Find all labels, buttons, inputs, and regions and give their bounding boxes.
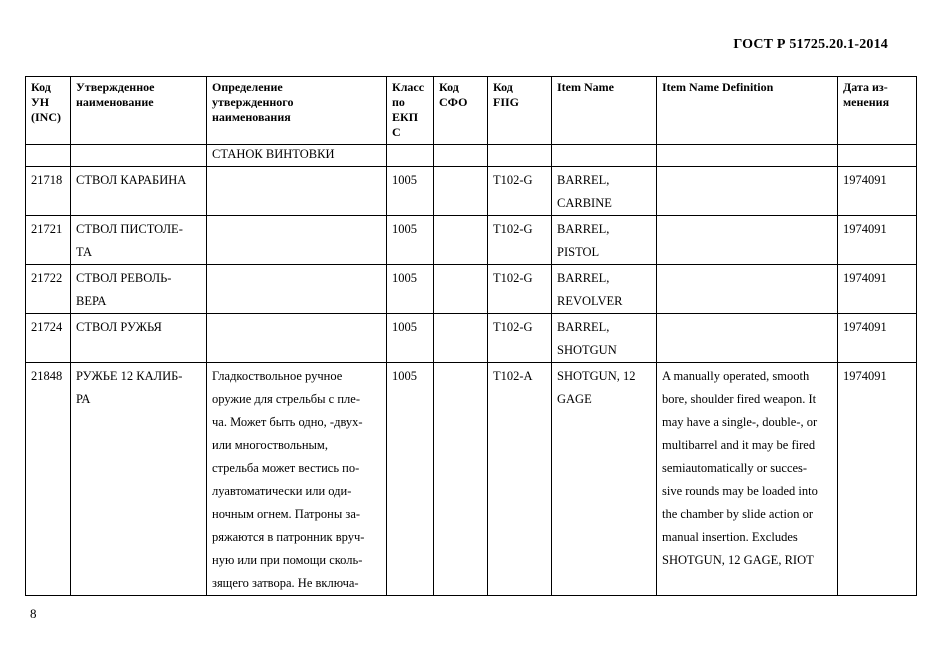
cell-date: 1974091: [838, 314, 917, 363]
cell-sfo: [434, 216, 488, 265]
cell-sfo: [434, 363, 488, 596]
cell-item-definition: [657, 314, 838, 363]
cell-fiig: T102-G: [488, 265, 552, 314]
table-row: [26, 314, 917, 363]
cell-date: [838, 145, 917, 167]
cell-class: [387, 145, 434, 167]
cell-fiig: T102-A: [488, 363, 552, 596]
cell-item-name: SHOTGUN, 12 GAGE: [552, 363, 657, 596]
cell-item-definition: [657, 167, 838, 216]
cell-item-definition: A manually operated, smooth bore, shoulder fired weapon. It may have a single-, double-, or multibarrel and it may be fired semiautomatically or succes- sive rounds may be loaded into the chamber by slide action or manual insertion. Excludes SHOTGUN, 12 GAGE, RIOT: [657, 363, 838, 596]
cell-name: СТВОЛ РЕВОЛЬ- ВЕРА: [71, 265, 207, 314]
cell-inc: 21724: [26, 314, 71, 363]
cell-class: 1005: [387, 167, 434, 216]
cell-name: [71, 145, 207, 167]
cell-sfo: [434, 167, 488, 216]
cell-definition: Гладкоствольное ручное оружие для стрельбы с пле- ча. Может быть одно, -двух- или многоствольным, стрельба может вестись по- луавтоматически или оди- ночным огнем. Патроны за- ряжаются в патронник вруч- ную или при помощи сколь- зящего затвора. Не включа-: [207, 363, 387, 596]
cell-item-definition: [657, 216, 838, 265]
cell-item-name: BARREL, CARBINE: [552, 167, 657, 216]
cell-date: 1974091: [838, 216, 917, 265]
cell-class: 1005: [387, 363, 434, 596]
cell-item-name: BARREL, SHOTGUN: [552, 314, 657, 363]
cell-name: СТВОЛ ПИСТОЛЕ- ТА: [71, 216, 207, 265]
cell-fiig: T102-G: [488, 167, 552, 216]
cell-class: 1005: [387, 314, 434, 363]
data-table: [25, 76, 917, 596]
cell-class: 1005: [387, 265, 434, 314]
cell-inc: 21722: [26, 265, 71, 314]
cell-date: 1974091: [838, 363, 917, 596]
cell-sfo: [434, 314, 488, 363]
header-row: [26, 77, 917, 145]
page-number: 8: [30, 606, 37, 621]
cell-item-name: BARREL, REVOLVER: [552, 265, 657, 314]
cell-inc: 21721: [26, 216, 71, 265]
cell-definition: [207, 216, 387, 265]
header-fiig: Код FIIG: [488, 77, 552, 145]
cell-class: 1005: [387, 216, 434, 265]
cell-sfo: [434, 265, 488, 314]
cell-definition: [207, 265, 387, 314]
cell-item-name: BARREL, PISTOL: [552, 216, 657, 265]
table-row: [26, 216, 917, 265]
header-inc: Код УН (INC): [26, 77, 71, 145]
header-class: Класс по ЕКП С: [387, 77, 434, 145]
header-sfo: Код СФО: [434, 77, 488, 145]
cell-name: СТВОЛ КАРАБИНА: [71, 167, 207, 216]
cell-item-name: [552, 145, 657, 167]
header-definition: Определение утвержденного наименования: [207, 77, 387, 145]
cell-date: 1974091: [838, 265, 917, 314]
header-item-definition: Item Name Definition: [657, 77, 838, 145]
continuation-row: [26, 145, 917, 167]
cell-fiig: [488, 145, 552, 167]
cell-fiig: T102-G: [488, 216, 552, 265]
cell-item-definition: [657, 145, 838, 167]
cell-inc: 21718: [26, 167, 71, 216]
cell-name: РУЖЬЕ 12 КАЛИБ- РА: [71, 363, 207, 596]
header-item-name: Item Name: [552, 77, 657, 145]
cell-name: СТВОЛ РУЖЬЯ: [71, 314, 207, 363]
table-row: [26, 265, 917, 314]
cell-sfo: [434, 145, 488, 167]
document-code: ГОСТ Р 51725.20.1-2014: [733, 37, 888, 52]
table-row: [26, 363, 917, 596]
cell-fiig: T102-G: [488, 314, 552, 363]
table-row: [26, 167, 917, 216]
cell-definition: [207, 314, 387, 363]
cell-item-definition: [657, 265, 838, 314]
cell-definition: СТАНОК ВИНТОВКИ: [207, 145, 387, 167]
header-date: Дата из- менения: [838, 77, 917, 145]
cell-inc: 21848: [26, 363, 71, 596]
header-name: Утвержденное наименование: [71, 77, 207, 145]
cell-inc: [26, 145, 71, 167]
cell-date: 1974091: [838, 167, 917, 216]
cell-definition: [207, 167, 387, 216]
